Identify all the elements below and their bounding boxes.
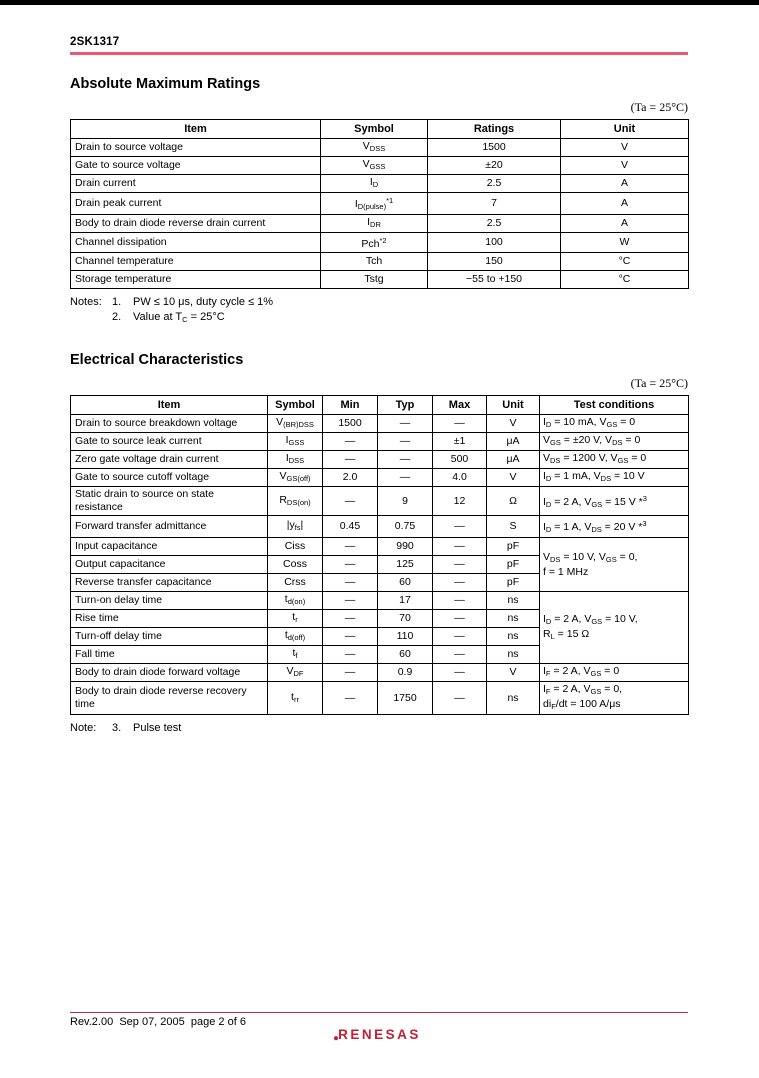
cell-rating: 150 [428, 253, 561, 271]
cell-unit: V [561, 157, 689, 175]
cell-item: Body to drain diode reverse drain current [71, 215, 321, 233]
table-row [71, 271, 689, 289]
cell-unit: ns [487, 628, 540, 646]
col-header-unit: Unit [487, 396, 540, 415]
cell-min: — [323, 628, 378, 646]
cell-item: Zero gate voltage drain current [71, 451, 268, 469]
cell-item: Gate to source voltage [71, 157, 321, 175]
note-label: Note: [70, 722, 97, 734]
cell-item: Gate to source leak current [71, 433, 268, 451]
table-row [71, 487, 689, 516]
cell-symbol: Crss [268, 574, 323, 592]
cell-test-conditions: $V_{GS} = \pm 20$ V, $V_{DS} = 0$ [540, 433, 689, 451]
note-number: 3. [112, 722, 122, 734]
cell-test-conditions: $I_D = 1$ A, $V_{DS} = 20$ V *$^3$ [540, 516, 689, 538]
footer-rule [70, 1012, 688, 1013]
cell-symbol: $V_{DSS}$ [321, 139, 428, 157]
cell-item: Input capacitance [71, 538, 268, 556]
notes-label: Notes: [70, 296, 102, 308]
table-row [71, 157, 689, 175]
cell-unit: μA [487, 433, 540, 451]
cell-unit: V [487, 415, 540, 433]
cell-test-conditions: $I_D = 10$ mA, $V_{GS} = 0$ [540, 415, 689, 433]
cell-unit: μA [487, 451, 540, 469]
cell-item: Reverse transfer capacitance [71, 574, 268, 592]
table-row [71, 433, 689, 451]
cell-unit: V [487, 664, 540, 682]
cell-symbol: $I_{GSS}$ [268, 433, 323, 451]
note-line [70, 311, 688, 324]
cell-symbol: $I_{DR}$ [321, 215, 428, 233]
cell-max: — [433, 592, 487, 610]
elec-note [70, 722, 688, 734]
cell-item: Static drain to source on state resistance [71, 487, 268, 516]
abs-max-temp-condition: (Ta = 25°C) [630, 100, 688, 114]
elec-header-row [71, 396, 689, 415]
elec-temp-condition: (Ta = 25°C) [630, 376, 688, 390]
cell-unit: ns [487, 610, 540, 628]
cell-rating: 2.5 [428, 175, 561, 193]
cell-max: — [433, 415, 487, 433]
note-text: Pulse test [133, 722, 182, 734]
cell-max: — [433, 628, 487, 646]
table-row [71, 175, 689, 193]
cell-symbol: $V_{(BR)DSS}$ [268, 415, 323, 433]
cell-symbol: Tstg [321, 271, 428, 289]
cell-max: 4.0 [433, 469, 487, 487]
cell-unit: °C [561, 271, 689, 289]
abs-max-table [70, 119, 689, 289]
note-line [70, 722, 688, 734]
note-text: Value at $T_C = 25^\circ C$ [133, 311, 225, 324]
cell-max: — [433, 610, 487, 628]
cell-item: Channel temperature [71, 253, 321, 271]
cell-symbol: $t_{d(off)}$ [268, 628, 323, 646]
cell-typ: 1750 [378, 682, 433, 715]
cell-item: Body to drain diode forward voltage [71, 664, 268, 682]
cell-max: ±1 [433, 433, 487, 451]
col-header-typ: Typ [378, 396, 433, 415]
cell-unit: ns [487, 682, 540, 715]
cell-symbol: $V_{DF}$ [268, 664, 323, 682]
cell-max: — [433, 682, 487, 715]
cell-item: Forward transfer admittance [71, 516, 268, 538]
cell-symbol: $I_{DSS}$ [268, 451, 323, 469]
col-header-symbol: Symbol [321, 120, 428, 139]
page-content [70, 0, 688, 737]
cell-typ: 110 [378, 628, 433, 646]
cell-min: — [323, 487, 378, 516]
cell-max: 12 [433, 487, 487, 516]
note-number: 1. [112, 296, 122, 308]
cell-unit: ns [487, 646, 540, 664]
cell-test-conditions: $V_{DS} = 1200$ V, $V_{GS} = 0$ [540, 451, 689, 469]
cell-unit: °C [561, 253, 689, 271]
cell-typ: — [378, 433, 433, 451]
cell-min: — [323, 574, 378, 592]
cell-min: — [323, 664, 378, 682]
cell-item: Turn-on delay time [71, 592, 268, 610]
cell-min: — [323, 592, 378, 610]
part-number: 2SK1317 [70, 36, 120, 48]
cell-symbol: Coss [268, 556, 323, 574]
col-header-ratings: Ratings [428, 120, 561, 139]
footer-revision: Rev.2.00 Sep 07, 2005 page 2 of 6 [70, 1016, 246, 1028]
cell-rating: 1500 [428, 139, 561, 157]
cell-item: Rise time [71, 610, 268, 628]
col-header-symbol: Symbol [268, 396, 323, 415]
cell-test-conditions: $I_D = 2$ A, $V_{GS} = 15$ V *$^3$ [540, 487, 689, 516]
cell-min: — [323, 451, 378, 469]
cell-max: — [433, 574, 487, 592]
cell-unit: A [561, 175, 689, 193]
table-row [71, 592, 689, 610]
col-header-unit: Unit [561, 120, 689, 139]
cell-symbol: $I_{D(pulse)}^{*1}$ [321, 193, 428, 215]
cell-test-conditions: $I_D = 2$ A, $V_{GS} = 10$ V, $R_L = 15$ Ω [540, 592, 689, 664]
cell-unit: pF [487, 556, 540, 574]
cell-typ: 60 [378, 574, 433, 592]
col-header-item: Item [71, 396, 268, 415]
cell-max: — [433, 538, 487, 556]
cell-item: Turn-off delay time [71, 628, 268, 646]
table-row [71, 469, 689, 487]
cell-min: 2.0 [323, 469, 378, 487]
cell-symbol: $t_f$ [268, 646, 323, 664]
cell-min: — [323, 556, 378, 574]
cell-item: Drain peak current [71, 193, 321, 215]
cell-symbol: Tch [321, 253, 428, 271]
elec-table [70, 395, 689, 715]
cell-min: — [323, 433, 378, 451]
col-header-max: Max [433, 396, 487, 415]
cell-unit: W [561, 233, 689, 253]
cell-typ: — [378, 415, 433, 433]
cell-typ: 9 [378, 487, 433, 516]
table-row [71, 215, 689, 233]
table-row [71, 139, 689, 157]
cell-test-conditions: $I_D = 1$ mA, $V_{DS} = 10$ V [540, 469, 689, 487]
cell-unit: S [487, 516, 540, 538]
cell-test-conditions: $V_{DS} = 10$ V, $V_{GS} = 0$, f = 1 MHz [540, 538, 689, 592]
cell-item: Drain to source breakdown voltage [71, 415, 268, 433]
table-row [71, 538, 689, 556]
col-header-test-conditions: Test conditions [540, 396, 689, 415]
cell-item: Body to drain diode reverse recovery time [71, 682, 268, 715]
cell-symbol: $V_{GSS}$ [321, 157, 428, 175]
cell-min: — [323, 538, 378, 556]
cell-symbol: $t_{d(on)}$ [268, 592, 323, 610]
cell-item: Output capacitance [71, 556, 268, 574]
cell-max: — [433, 516, 487, 538]
cell-min: — [323, 682, 378, 715]
table-row [71, 516, 689, 538]
cell-typ: 990 [378, 538, 433, 556]
cell-item: Drain current [71, 175, 321, 193]
cell-symbol: $V_{GS(off)}$ [268, 469, 323, 487]
table-row [71, 233, 689, 253]
cell-item: Fall time [71, 646, 268, 664]
cell-item: Drain to source voltage [71, 139, 321, 157]
header-rule [70, 52, 688, 55]
cell-rating: ±20 [428, 157, 561, 175]
cell-symbol: $t_{rr}$ [268, 682, 323, 715]
cell-symbol: $|y_{fs}|$ [268, 516, 323, 538]
cell-test-conditions: $I_F = 2$ A, $V_{GS} = 0$ [540, 664, 689, 682]
cell-symbol: Ciss [268, 538, 323, 556]
cell-symbol: $t_r$ [268, 610, 323, 628]
table-row [71, 415, 689, 433]
abs-max-header-row [71, 120, 689, 139]
note-text: PW ≤ 10 μs, duty cycle ≤ 1% [133, 296, 274, 308]
cell-test-conditions: $I_F = 2$ A, $V_{GS} = 0$, $di_F/dt = 100$ A/μs [540, 682, 689, 715]
renesas-logo [0, 1026, 759, 1044]
cell-unit: ns [487, 592, 540, 610]
cell-unit: Ω [487, 487, 540, 516]
cell-typ: 0.9 [378, 664, 433, 682]
cell-typ: 70 [378, 610, 433, 628]
cell-item: Storage temperature [71, 271, 321, 289]
cell-rating: 100 [428, 233, 561, 253]
cell-typ: — [378, 451, 433, 469]
abs-max-notes [70, 296, 688, 324]
table-row [71, 253, 689, 271]
note-line [70, 296, 688, 308]
cell-typ: 60 [378, 646, 433, 664]
cell-symbol: $I_D$ [321, 175, 428, 193]
cell-rating: 7 [428, 193, 561, 215]
cell-min: — [323, 646, 378, 664]
table-row [71, 664, 689, 682]
cell-min: 0.45 [323, 516, 378, 538]
table-row [71, 451, 689, 469]
cell-max: — [433, 556, 487, 574]
table-row [71, 682, 689, 715]
cell-symbol: $R_{DS(on)}$ [268, 487, 323, 516]
cell-rating: −55 to +150 [428, 271, 561, 289]
col-header-item: Item [71, 120, 321, 139]
cell-typ: 125 [378, 556, 433, 574]
table-row [71, 193, 689, 215]
section-title-absolute-maximum-ratings: Absolute Maximum Ratings [70, 76, 261, 92]
col-header-min: Min [323, 396, 378, 415]
cell-symbol: Pch$^{*2}$ [321, 233, 428, 253]
cell-typ: 0.75 [378, 516, 433, 538]
renesas-logo-text: RENESAS [338, 1026, 421, 1043]
note-number: 2. [112, 311, 122, 323]
cell-unit: A [561, 193, 689, 215]
cell-typ: — [378, 469, 433, 487]
cell-typ: 17 [378, 592, 433, 610]
cell-min: — [323, 610, 378, 628]
cell-unit: V [561, 139, 689, 157]
cell-max: 500 [433, 451, 487, 469]
cell-unit: V [487, 469, 540, 487]
cell-unit: pF [487, 538, 540, 556]
cell-rating: 2.5 [428, 215, 561, 233]
cell-item: Channel dissipation [71, 233, 321, 253]
cell-item: Gate to source cutoff voltage [71, 469, 268, 487]
cell-max: — [433, 646, 487, 664]
section-title-electrical-characteristics: Electrical Characteristics [70, 352, 244, 368]
cell-max: — [433, 664, 487, 682]
cell-unit: A [561, 215, 689, 233]
cell-min: 1500 [323, 415, 378, 433]
cell-unit: pF [487, 574, 540, 592]
